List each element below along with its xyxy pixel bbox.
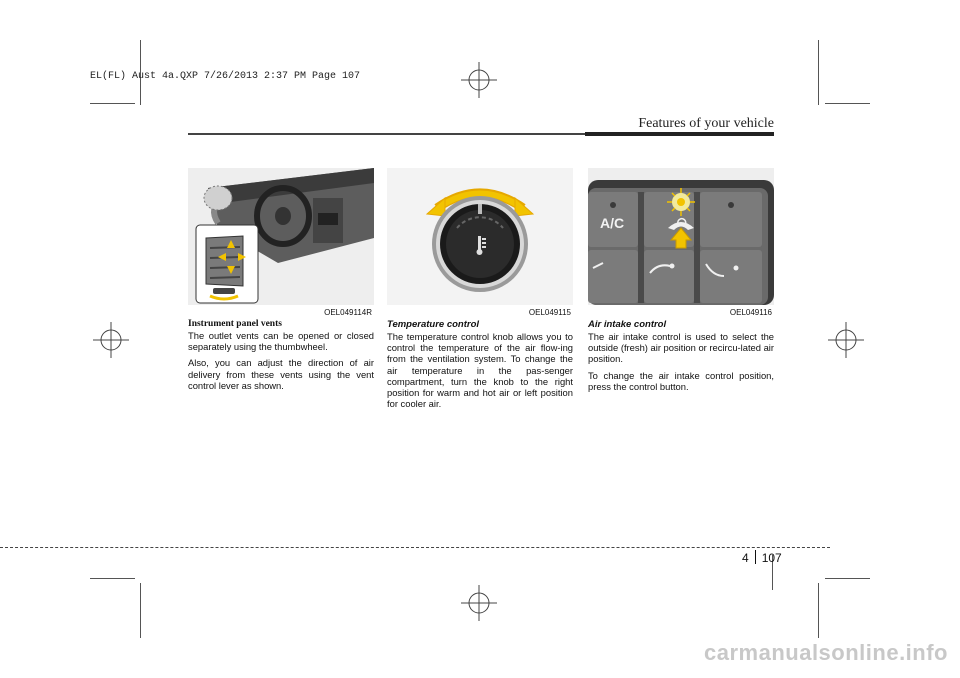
temperature-knob-illustration: [387, 168, 573, 305]
page-number: [742, 550, 782, 565]
crop-mark: [140, 583, 141, 638]
paragraph: The outlet vents can be opened or closed separately using the thumbwheel.: [188, 330, 374, 353]
crop-mark: [818, 40, 819, 105]
registration-mark-icon: [461, 585, 497, 621]
crop-mark: [825, 578, 870, 579]
paragraph: Also, you can adjust the direction of air delivery from these vents using the vent control lever as shown.: [188, 357, 374, 391]
figure-code: OEL049115: [528, 308, 571, 317]
ac-label: A/C: [600, 215, 625, 231]
dashboard-illustration: [188, 168, 374, 305]
section-title: Features of your vehicle: [638, 116, 774, 131]
page-number-separator: [755, 550, 756, 564]
crop-mark: [825, 103, 870, 104]
air-intake-panel-illustration: [588, 168, 774, 305]
figure-air-intake-panel: [588, 168, 774, 317]
footer-dashed-rule: [0, 547, 830, 548]
figure-code: OEL049114R: [324, 308, 372, 317]
registration-mark-icon: [93, 322, 129, 358]
figure-temperature-knob: [387, 168, 573, 317]
title-rule-accent: [585, 132, 774, 136]
heading-temperature-control: Temperature control: [387, 319, 480, 330]
paragraph: The temperature control knob allows you to control the temperature of the air flow-ing from the ventilation system. To change the air temperature in the pas-senger compartment, turn the knob to the right position for warm and hot air or left position for cooler air.: [387, 331, 573, 410]
watermark: carmanualsonline.info: [704, 640, 948, 665]
column-instrument-panel-vents: [188, 168, 374, 396]
crop-mark: [90, 578, 135, 579]
print-file-info: EL(FL) Aust 4a.QXP 7/26/2013 2:37 PM Page 107: [90, 71, 361, 82]
chapter-number: 4: [742, 551, 749, 565]
registration-mark-icon: [461, 62, 497, 98]
heading-instrument-panel-vents: Instrument panel vents: [188, 319, 282, 329]
crop-mark: [90, 103, 135, 104]
paragraph: The air intake control is used to select the outside (fresh) air position or recircu-lated air position.: [588, 331, 775, 365]
heading-air-intake-control: Air intake control: [588, 319, 667, 330]
column-temperature-control: [387, 168, 573, 414]
paragraph: To change the air intake control position, press the control button.: [588, 369, 774, 392]
page-number-value: 107: [761, 551, 782, 565]
figure-code: OEL049116: [729, 308, 772, 317]
column-air-intake-control: [588, 168, 774, 397]
figure-dashboard-vents: [188, 168, 374, 317]
registration-mark-icon: [828, 322, 864, 358]
crop-mark: [818, 583, 819, 638]
